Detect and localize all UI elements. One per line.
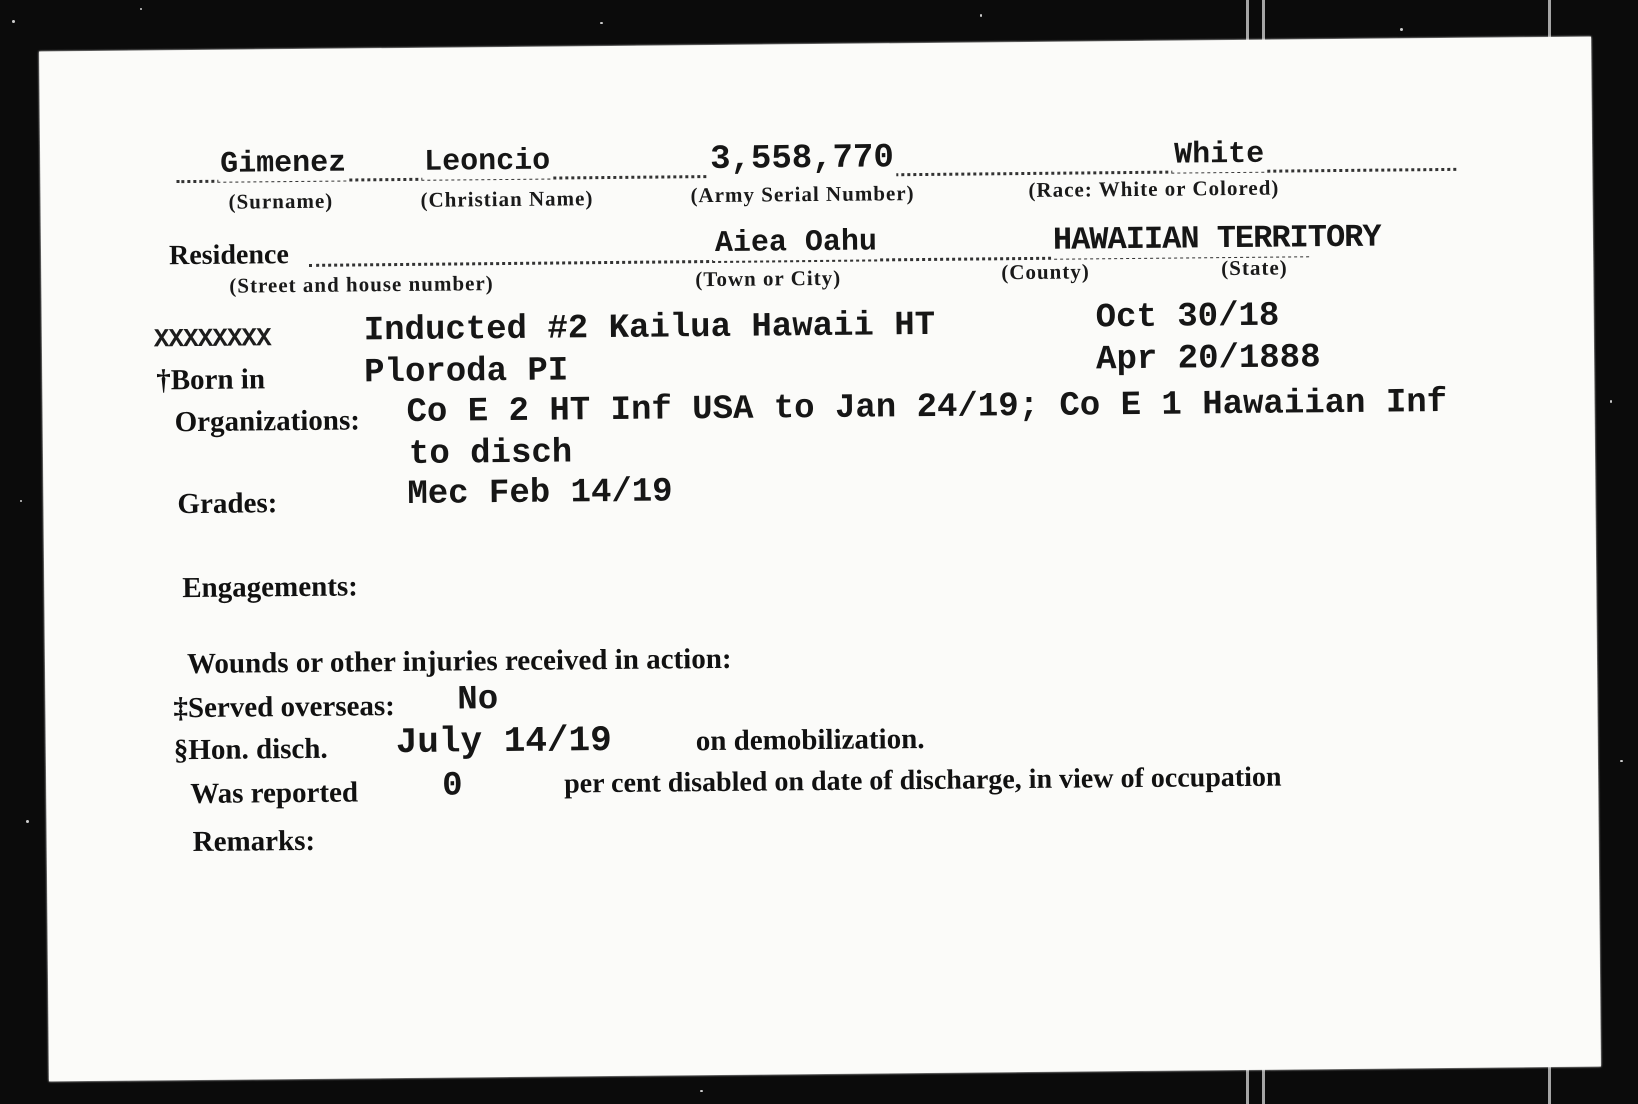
county-caption: (County) [1001, 259, 1090, 285]
born-label: †Born in [156, 363, 266, 397]
serial-number-value: 3,558,770 [709, 139, 894, 180]
state-value: HAWAIIAN TERRITORY [1052, 218, 1381, 259]
inducted-date: Oct 30/18 [1095, 297, 1280, 338]
hon-disch-label: §Hon. disch. [173, 732, 328, 767]
remarks-label: Remarks: [192, 824, 316, 859]
town-caption: (Town or City) [695, 265, 842, 292]
dust-speck [980, 14, 982, 17]
dust-speck [12, 20, 15, 23]
grades-value: Mec Feb 14/19 [407, 473, 673, 514]
christian-name-value: Leoncio [424, 144, 551, 180]
serial-number-caption: (Army Serial Number) [690, 181, 915, 208]
struck-out-label: XXXXXXXX [153, 323, 271, 355]
dust-speck [20, 500, 22, 502]
wounds-label: Wounds or other injuries received in action: [186, 642, 732, 681]
organizations-line-1: Co E 2 HT Inf USA to Jan 24/19; Co E 1 Hawaiian Inf [406, 383, 1448, 432]
inducted-place: Inducted #2 Kailua Hawaii HT [363, 306, 936, 351]
grades-label: Grades: [177, 487, 278, 521]
dust-speck [1400, 28, 1403, 31]
born-place: Ploroda PI [364, 352, 569, 393]
surname-value: Gimenez [220, 146, 347, 182]
dust-speck [140, 8, 142, 10]
street-caption: (Street and house number) [229, 271, 494, 298]
organizations-label: Organizations: [174, 404, 361, 439]
residence-label: Residence [168, 239, 289, 272]
christian-name-caption: (Christian Name) [420, 186, 594, 212]
served-overseas-value: No [457, 681, 499, 720]
organizations-line-2: to disch [408, 434, 573, 474]
race-caption: (Race: White or Colored) [1028, 175, 1280, 202]
service-record-card [39, 37, 1601, 1082]
dust-speck [1620, 760, 1623, 762]
hon-disch-suffix: on demobilization. [695, 723, 925, 758]
dust-speck [700, 1090, 703, 1092]
disability-suffix: per cent disabled on date of discharge, in view of occupation [563, 761, 1282, 800]
served-overseas-label: ‡Served overseas: [173, 690, 396, 725]
dust-speck [600, 22, 603, 24]
race-value: White [1173, 137, 1265, 173]
disability-label: Was reported [190, 776, 359, 811]
town-value: Aiea Oahu [714, 225, 878, 261]
hon-disch-value: July 14/19 [395, 720, 612, 764]
engagements-label: Engagements: [182, 570, 359, 605]
state-caption: (State) [1221, 255, 1288, 281]
disability-value: 0 [441, 767, 463, 806]
surname-caption: (Surname) [228, 188, 334, 214]
dust-speck [1610, 400, 1612, 403]
born-date: Apr 20/1888 [1095, 339, 1321, 380]
dust-speck [26, 820, 29, 823]
